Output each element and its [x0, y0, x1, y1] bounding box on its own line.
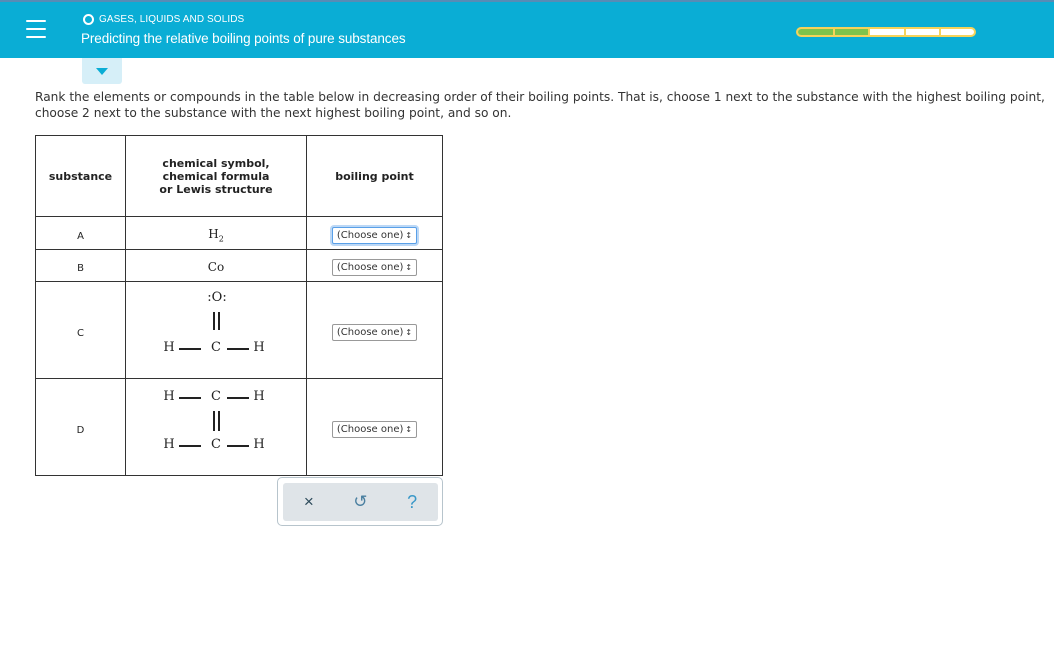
single-bond [179, 397, 201, 399]
table-row [36, 379, 443, 476]
undo-icon[interactable]: ↺ [353, 492, 368, 511]
top-bar [0, 0, 1054, 58]
topic-label: GASES, LIQUIDS AND SOLIDS [99, 14, 245, 25]
double-bond [213, 411, 215, 431]
formula-h2: $H_2$ [208, 226, 224, 244]
table-row [36, 217, 443, 250]
hydrogen-atom: H [253, 340, 265, 355]
hydrogen-atom: H [253, 389, 265, 404]
progress-bar [796, 27, 976, 37]
hydrogen-atom: H [163, 389, 175, 404]
row-letter: D [76, 424, 85, 436]
hydrogen-atom: H [163, 340, 175, 355]
header-formula-line2: chemical formula [162, 169, 270, 183]
table-row [36, 282, 443, 379]
progress-segment-divider [904, 29, 906, 35]
single-bond [227, 445, 249, 447]
topic-status-icon [83, 14, 94, 25]
answer-toolbar [277, 477, 443, 526]
progress-segment-divider [939, 29, 941, 35]
top-accent-line [0, 0, 1054, 2]
progress-segment-divider [833, 29, 835, 35]
single-bond [179, 348, 201, 350]
header-formula-line3: or Lewis structure [159, 182, 273, 196]
chevron-down-icon [96, 68, 108, 75]
double-bond [213, 312, 215, 330]
progress-segment-divider [868, 29, 870, 35]
help-icon[interactable]: ? [407, 491, 418, 512]
header-formula [126, 136, 307, 217]
table-row [36, 250, 443, 282]
carbon-atom: C [211, 389, 221, 404]
single-bond [179, 445, 201, 447]
single-bond [227, 397, 249, 399]
row-letter: B [77, 263, 84, 274]
oxygen-atom: :O: [207, 290, 227, 305]
hydrogen-atom: H [163, 437, 175, 452]
double-bond [218, 411, 220, 431]
single-bond [227, 348, 249, 350]
header-substance: substance [36, 136, 126, 217]
menu-icon[interactable] [26, 20, 46, 38]
topic-breadcrumb [83, 14, 244, 25]
hydrogen-atom: H [253, 437, 265, 452]
carbon-atom: C [211, 437, 221, 452]
substance-table [35, 135, 443, 476]
rank-select-a[interactable]: (Choose one) ↕ [332, 227, 417, 244]
page-title: Predicting the relative boiling points of pure substances [81, 31, 406, 46]
row-letter: C [77, 327, 84, 339]
rank-select-d[interactable]: (Choose one) ↕ [332, 421, 417, 438]
carbon-atom: C [211, 340, 221, 355]
table-header-row [36, 136, 443, 217]
rank-select-c[interactable]: (Choose one) ↕ [332, 324, 417, 341]
formula-co: Co [207, 260, 225, 274]
instructions-text: Rank the elements or compounds in the table below in decreasing order of their boiling points. That is, choose 1 next to the substance with the highest boiling point, choose 2 next to the substance with the next highest boiling point, and so on. [35, 90, 1045, 120]
header-formula-line1: chemical symbol, [162, 156, 270, 170]
clear-icon[interactable]: × [303, 492, 314, 511]
lewis-structure-ethylene [161, 387, 271, 463]
double-bond [218, 312, 220, 330]
lewis-structure-formaldehyde [161, 290, 271, 366]
rank-select-b[interactable]: (Choose one) ↕ [332, 259, 417, 276]
row-letter: A [77, 230, 84, 242]
header-boiling-point: boiling point [307, 136, 443, 217]
collapse-toggle[interactable] [82, 58, 122, 84]
